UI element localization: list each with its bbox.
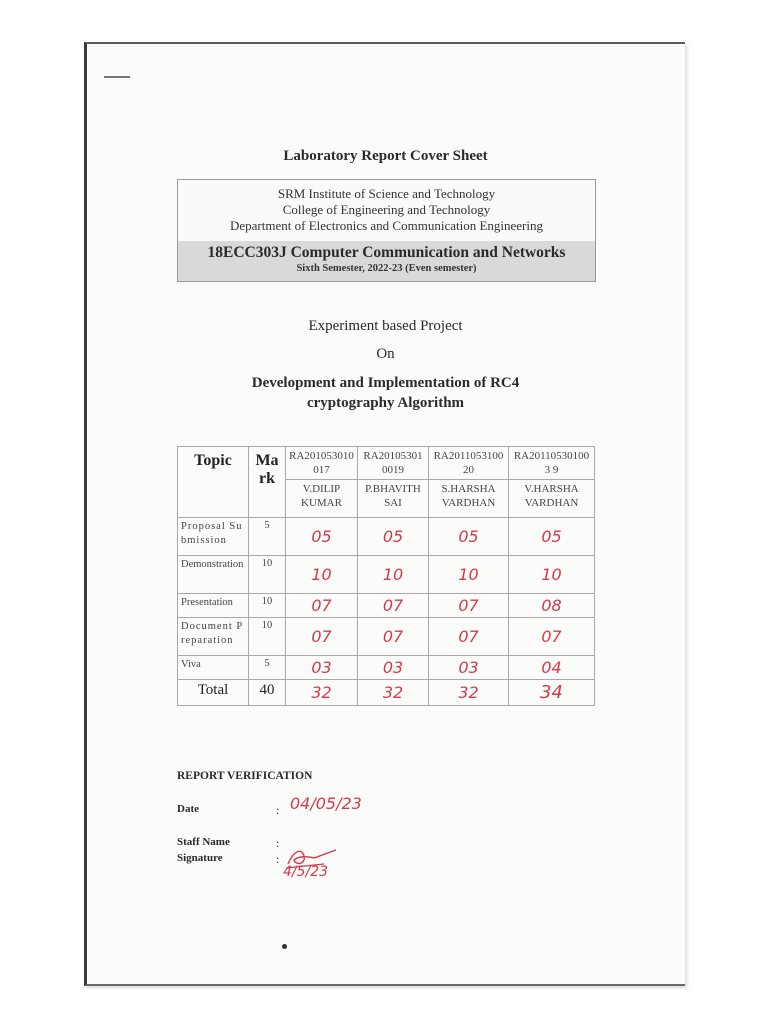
institution-lines [178,180,595,246]
staff-name-label: Staff Name [177,836,230,848]
row-topic: Demonstration [178,556,249,594]
staff-colon: : [276,836,280,850]
date-label: Date [177,803,199,815]
date-colon: : [276,803,280,817]
score-cell: 05 [509,518,595,556]
signature-colon: : [276,852,280,866]
student-reg: RA201053010017 [286,447,358,480]
signature-date: 4/5/23 [283,864,329,880]
table-row [178,656,595,680]
student-reg: RA201105301003 9 [509,447,595,480]
table-row [178,594,595,618]
college-name: College of Engineering and Technology [282,202,491,217]
score-cell: 07 [286,594,358,618]
project-on: On [376,346,395,362]
score-cell: 07 [286,618,358,656]
scan-mark [104,76,130,78]
table-total-row [178,680,595,706]
score-cell: 10 [429,556,509,594]
student-name: P.BHAVITH SAI [358,480,429,518]
institution-box [177,179,596,282]
row-topic: Document Preparation [178,618,249,656]
score-cell: 07 [429,618,509,656]
row-mark: 5 [249,518,286,556]
total-score: 32 [429,680,509,706]
row-topic: Proposal Submission [178,518,249,556]
total-score: 32 [358,680,429,706]
score-cell: 03 [286,656,358,680]
score-cell: 10 [509,556,595,594]
row-topic: Viva [178,656,249,680]
header-mark: Mark [249,447,286,518]
score-cell: 10 [358,556,429,594]
table-header-row [178,447,595,480]
score-cell: 04 [509,656,595,680]
student-reg: RA201053010019 [358,447,429,480]
score-cell: 08 [509,594,595,618]
date-value: 04/05/23 [290,794,362,813]
score-cell: 07 [429,594,509,618]
table-row [178,518,595,556]
marks-table [177,446,595,706]
signature-label: Signature [177,852,223,864]
row-mark: 10 [249,594,286,618]
score-cell: 07 [358,618,429,656]
score-cell: 10 [286,556,358,594]
student-name: V.HARSHA VARDHAN [509,480,595,518]
department-name: Department of Electronics and Communication Engineering [230,218,543,233]
row-mark: 10 [249,556,286,594]
score-cell: 05 [286,518,358,556]
total-score: 34 [509,680,595,706]
table-row [178,556,595,594]
row-mark: 10 [249,618,286,656]
student-name: S.HARSHA VARDHAN [429,480,509,518]
punch-dot [282,944,287,949]
row-mark: 5 [249,656,286,680]
project-title: Development and Implementation of RC4 cryptography Algorithm [251,375,520,411]
project-type: Experiment based Project [308,318,463,334]
row-topic: Presentation [178,594,249,618]
score-cell: 05 [358,518,429,556]
student-name: V.DILIP KUMAR [286,480,358,518]
verification-title: REPORT VERIFICATION [177,770,313,782]
page-title: Laboratory Report Cover Sheet [283,148,488,164]
header-topic: Topic [178,447,249,518]
total-label: Total [178,680,249,706]
semester-text: Sixth Semester, 2022-23 (Even semester) [296,263,477,274]
score-cell: 05 [429,518,509,556]
institution-name: SRM Institute of Science and Technology [277,186,496,201]
total-score: 32 [286,680,358,706]
score-cell: 07 [358,594,429,618]
score-cell: 03 [358,656,429,680]
score-cell: 07 [509,618,595,656]
total-mark: 40 [249,680,286,706]
table-row [178,618,595,656]
course-band [178,241,595,281]
score-cell: 03 [429,656,509,680]
course-title: 18ECC303J Computer Communication and Networks [207,244,566,261]
student-reg: RA201105310020 [429,447,509,480]
